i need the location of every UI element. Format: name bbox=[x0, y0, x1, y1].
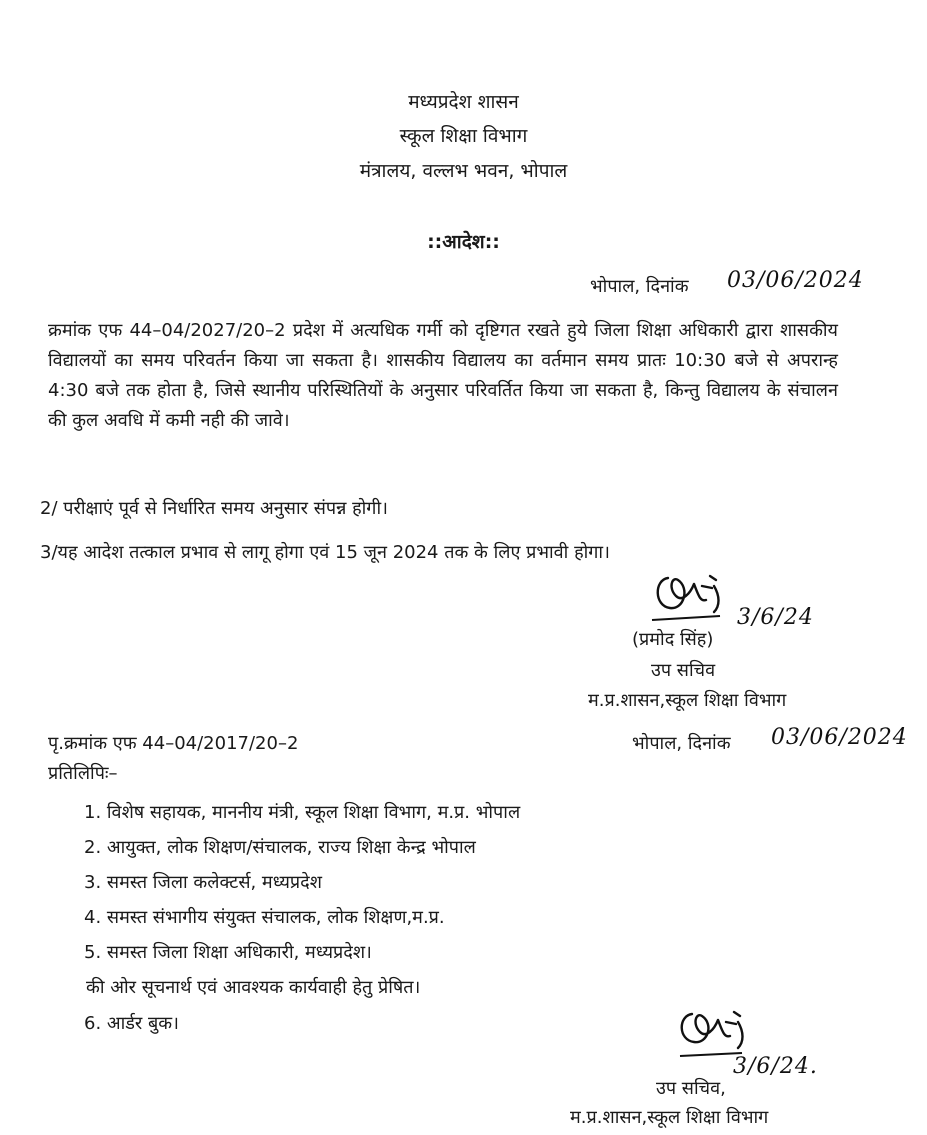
header-line-department: स्कूल शिक्षा विभाग bbox=[399, 125, 528, 147]
order-date-handwritten: 03/06/2024 bbox=[727, 268, 864, 293]
order-paragraph-2: 2/ परीक्षाएं पूर्व से निर्धारित समय अनुसार संपन्न होगी। bbox=[40, 498, 388, 519]
recipient-6: 6. आर्डर बुक। bbox=[84, 1013, 179, 1034]
endorsement-ref: पृ.क्रमांक एफ 44–04/2017/20–2 bbox=[48, 733, 299, 754]
recipient-3: 3. समस्त जिला कलेक्टर्स, मध्यप्रदेश bbox=[84, 872, 322, 893]
recipient-2: 2. आयुक्त, लोक शिक्षण/संचालक, राज्य शिक्षा केन्द्र भोपाल bbox=[84, 837, 476, 858]
recipient-4: 4. समस्त संभागीय संयुक्त संचालक, लोक शिक्षण,म.प्र. bbox=[84, 907, 445, 928]
recipient-5: 5. समस्त जिला शिक्षा अधिकारी, मध्यप्रदेश। bbox=[84, 942, 372, 963]
order-paragraph-1: क्रमांक एफ 44–04/2027/20–2 प्रदेश में अत्यधिक गर्मी को दृष्टिगत रखते हुये जिला शिक्षा अधिकारी द्वारा शासकीय विद्यालयों का समय परिवर्तन किया जा सकता है। शासकीय विद्यालय का वर्तमान समय प्रातः 10:30 बजे से अपरान्ह 4:30 बजे तक होता है, जिसे स्थानीय परिस्थितियों के अनुसार परिवर्तित किया जा सकता है, किन्तु विद्यालय के संचालन की कुल अवधि में कमी नही की जावे। bbox=[48, 320, 838, 431]
order-title: ::आदेश:: bbox=[427, 231, 500, 253]
signature2-date-handwritten: 3/6/24. bbox=[733, 1054, 818, 1079]
order-paragraph-3: 3/यह आदेश तत्काल प्रभाव से लागू होगा एवं 15 जून 2024 तक के लिए प्रभावी होगा। bbox=[40, 542, 610, 563]
place-date-label: भोपाल, दिनांक bbox=[590, 276, 689, 297]
signatory-name: (प्रमोद सिंह) bbox=[632, 629, 714, 650]
recipient-1: 1. विशेष सहायक, माननीय मंत्री, स्कूल शिक्षा विभाग, म.प्र. भोपाल bbox=[84, 802, 521, 823]
forward-note: की ओर सूचनार्थ एवं आवश्यक कार्यवाही हेतु प्रेषित। bbox=[86, 977, 421, 998]
signature1-date-handwritten: 3/6/24 bbox=[737, 605, 814, 630]
signatory-department: म.प्र.शासन,स्कूल शिक्षा विभाग bbox=[588, 690, 787, 711]
signatory2-department: म.प्र.शासन,स्कूल शिक्षा विभाग bbox=[570, 1107, 769, 1128]
header-line-address: मंत्रालय, वल्लभ भवन, भोपाल bbox=[359, 160, 568, 182]
endorsement-place-label: भोपाल, दिनांक bbox=[632, 733, 731, 754]
endorsement-date-handwritten: 03/06/2024 bbox=[771, 725, 908, 750]
copy-to-label: प्रतिलिपिः– bbox=[48, 763, 118, 784]
signatory2-designation: उप सचिव, bbox=[656, 1078, 726, 1099]
signature-mark-1 bbox=[650, 566, 740, 632]
header-line-state: मध्यप्रदेश शासन bbox=[408, 91, 519, 113]
signatory-designation: उप सचिव bbox=[651, 660, 716, 681]
